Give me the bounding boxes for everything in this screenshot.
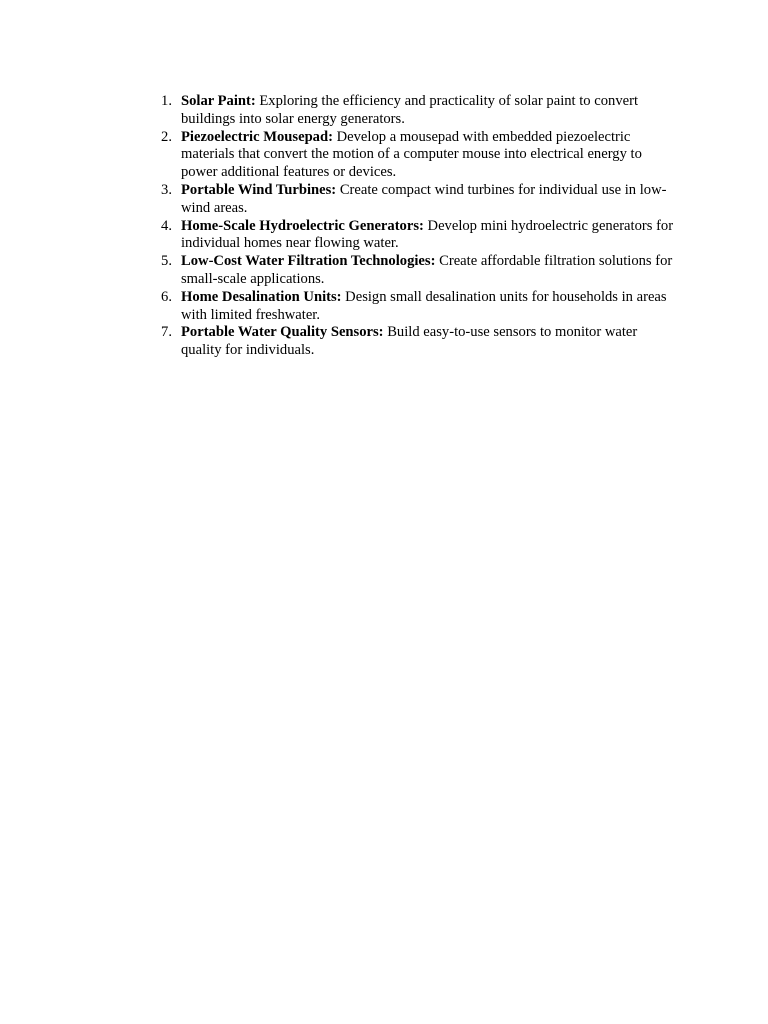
list-item-number: 7.: [161, 324, 172, 341]
list-item-term: Portable Water Quality Sensors:: [181, 324, 384, 341]
list-item-term: Portable Wind Turbines:: [181, 181, 337, 198]
list-item-text: Design small desalination units for households in areas with limited freshwater.: [181, 288, 667, 323]
list-item-text: Develop mini hydroelectric generators for individual homes near flowing water.: [181, 217, 674, 252]
list-item-term: Solar Paint:: [181, 93, 256, 109]
list-item-text: Create compact wind turbines for individual use in low-wind areas.: [181, 181, 667, 216]
list-item: [150, 129, 675, 182]
idea-list: [150, 93, 675, 360]
list-item-number: 4.: [161, 217, 172, 234]
list-item-term: Low-Cost Water Filtration Technologies:: [181, 253, 436, 270]
document-content: [150, 93, 675, 360]
list-item-text: Build easy-to-use sensors to monitor water quality for individuals.: [181, 324, 638, 359]
list-item: [150, 324, 675, 360]
list-item: [150, 289, 675, 325]
list-item: [150, 253, 675, 289]
list-item: [150, 218, 675, 254]
list-item-term: Home Desalination Units:: [181, 288, 342, 305]
list-item: [150, 93, 675, 129]
list-item-text: Exploring the efficiency and practicality of solar paint to convert buildings into solar energy generators.: [181, 93, 639, 127]
list-item-term: Home-Scale Hydroelectric Generators:: [181, 217, 424, 234]
list-item-number: 1.: [161, 93, 172, 109]
list-item-number: 2.: [161, 128, 172, 145]
list-item-number: 6.: [161, 288, 172, 305]
list-item-number: 3.: [161, 181, 172, 198]
list-item-text: Develop a mousepad with embedded piezoelectric materials that convert the motion of a computer mouse into electrical energy to power additional features or devices.: [181, 128, 642, 181]
list-item-term: Piezoelectric Mousepad:: [181, 128, 333, 145]
list-item-text: Create affordable filtration solutions for small-scale applications.: [181, 253, 673, 287]
list-item: [150, 182, 675, 218]
list-item-number: 5.: [161, 253, 172, 270]
